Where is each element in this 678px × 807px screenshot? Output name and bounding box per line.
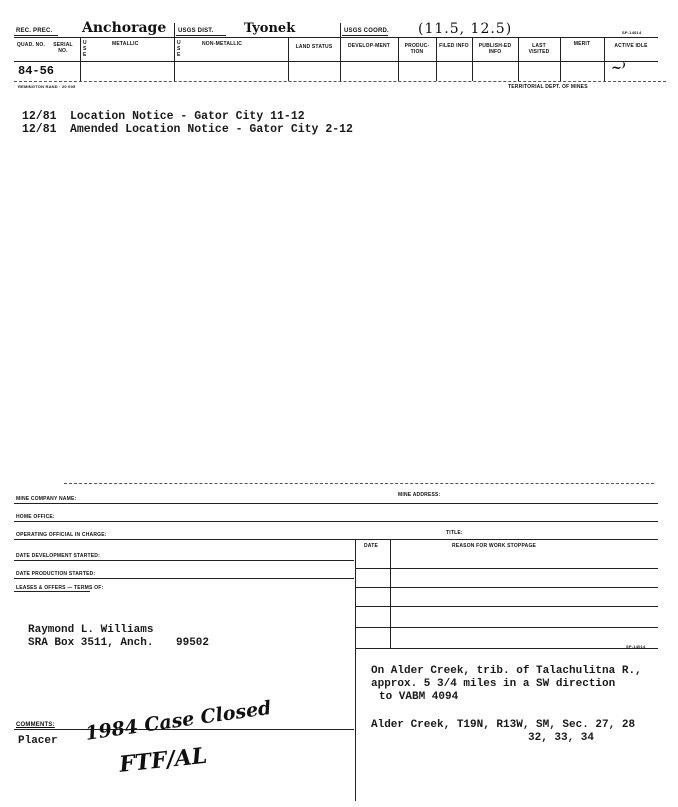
col-last-visited: LAST VISITED	[528, 43, 550, 55]
notice-date-2: 12/81	[22, 123, 57, 136]
usgs-dist-value: Tyonek	[244, 21, 296, 36]
home-office-label: HOME OFFICE:	[16, 514, 55, 520]
rec-prec-label: REC. PREC.	[16, 28, 53, 34]
date-label: DATE	[364, 543, 379, 549]
col-merit: MERIT	[573, 41, 591, 47]
title-label: TITLE:	[446, 530, 463, 536]
col-quad-no: QUAD. NO.	[16, 42, 46, 48]
col-land-status: LAND STATUS	[295, 44, 333, 50]
location-line-3: to VABM 4094	[379, 691, 459, 703]
location-line-1: On Alder Creek, trib. of Talachulitna R.,	[371, 665, 642, 677]
form-number-bottom: SP-14014	[626, 644, 646, 649]
usgs-dist-label: USGS DIST.	[178, 28, 214, 34]
date-dev-started-label: DATE DEVELOPMENT STARTED:	[16, 553, 100, 559]
legal-line-1: Alder Creek, T19N, R13W, SM, Sec. 27, 28	[371, 719, 636, 731]
operating-official-label: OPERATING OFFICIAL IN CHARGE:	[16, 532, 107, 538]
location-line-2: approx. 5 3/4 miles in a SW direction	[371, 678, 616, 690]
col-published-info: PUBLISH-ED INFO	[478, 43, 512, 55]
owner-name: Raymond L. Williams	[28, 624, 154, 636]
footer-strip-right: TERRITORIAL DEPT. OF MINES	[508, 84, 588, 90]
col-development: DEVELOP-MENT	[347, 43, 391, 49]
col-serial-no: SERIAL NO.	[53, 42, 73, 54]
handwritten-note-2: FTF/AL	[118, 742, 209, 778]
comments-label: COMMENTS:	[16, 722, 55, 728]
mine-company-name-label: MINE COMPANY NAME:	[16, 496, 77, 502]
notice-text-1: Location Notice - Gator City 11-12	[70, 110, 305, 123]
usgs-coord-value: (11.5, 12.5)	[418, 21, 513, 37]
handwritten-note-1: 1984 Case Closed	[84, 696, 273, 745]
notice-text-2: Amended Location Notice - Gator City 2-12	[70, 123, 353, 136]
col-filed-info: FILED INFO	[439, 43, 469, 49]
legal-line-2: 32, 33, 34	[528, 732, 595, 744]
col-production: PRODUC-TION	[404, 43, 430, 55]
col-use-2: U S E	[177, 40, 181, 58]
footer-strip-left: REMINGTON RAND · 20 005	[18, 84, 76, 89]
owner-address: SRA Box 3511, Anch.	[28, 637, 154, 649]
mine-address-label: MINE ADDRESS:	[398, 492, 441, 498]
owner-zip: 99502	[176, 637, 210, 649]
date-prod-started-label: DATE PRODUCTION STARTED:	[16, 571, 96, 577]
quad-value: 84-56	[18, 64, 55, 78]
usgs-coord-label: USGS COORD.	[344, 28, 389, 34]
col-non-metallic: NON-METALLIC	[202, 41, 243, 47]
leases-label: LEASES & OFFERS — TERMS OF:	[16, 585, 104, 591]
notice-date-1: 12/81	[22, 110, 57, 123]
col-metallic: METALLIC	[112, 41, 139, 47]
form-number-top: SP-14014	[622, 30, 642, 35]
rec-prec-value: Anchorage	[82, 20, 167, 36]
active-idle-mark: ~⁾	[611, 61, 626, 76]
reason-label: REASON FOR WORK STOPPAGE	[452, 543, 537, 549]
col-use-1: U S E	[83, 40, 87, 58]
comments-value: Placer	[18, 735, 58, 747]
col-active-idle: ACTIVE IDLE	[614, 43, 648, 49]
